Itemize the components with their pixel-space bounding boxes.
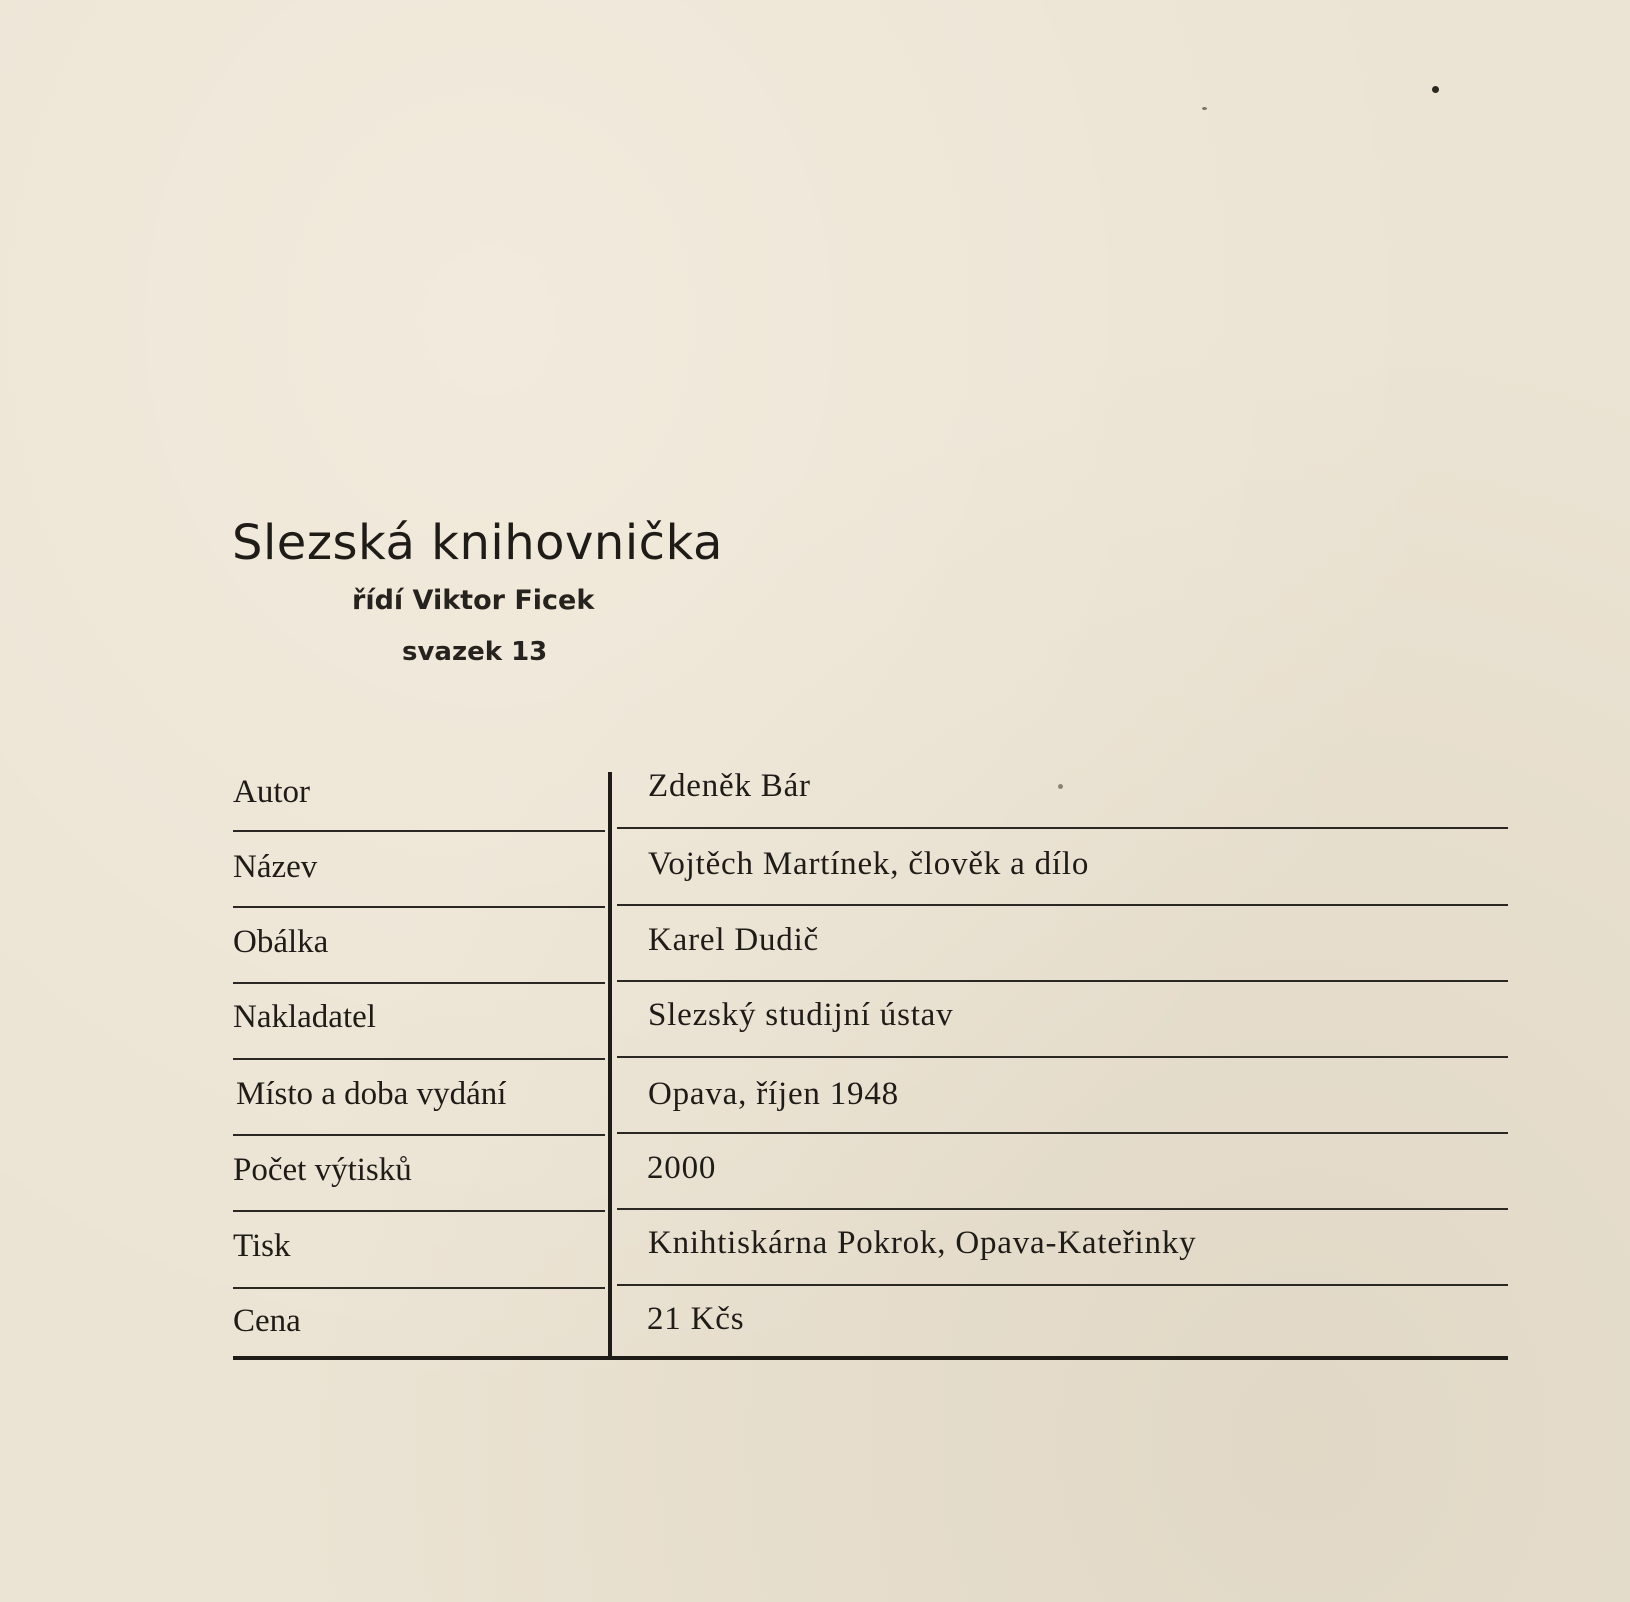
imprint-label: Počet výtisků xyxy=(233,1152,412,1188)
row-divider xyxy=(233,982,605,984)
imprint-label: Autor xyxy=(233,774,310,810)
imprint-row xyxy=(233,1151,1508,1227)
imprint-row xyxy=(233,999,1508,1075)
row-divider xyxy=(617,1132,1508,1134)
row-divider xyxy=(233,1058,605,1060)
imprint-row xyxy=(233,848,1508,924)
imprint-label: Cena xyxy=(233,1303,301,1339)
imprint-value: 2000 xyxy=(647,1150,717,1186)
imprint-row xyxy=(233,768,1508,848)
imprint-value: 21 Kčs xyxy=(647,1301,745,1337)
imprint-label: Nakladatel xyxy=(233,999,376,1035)
imprint-value: Knihtiskárna Pokrok, Opava-Kateřinky xyxy=(648,1225,1197,1261)
ink-speck xyxy=(1432,86,1439,93)
imprint-table xyxy=(233,768,1508,1360)
imprint-row xyxy=(233,924,1508,1000)
series-volume: svazek 13 xyxy=(402,637,548,667)
row-divider xyxy=(233,1134,605,1136)
series-editor: řídí Viktor Ficek xyxy=(352,585,595,616)
imprint-label: Tisk xyxy=(233,1228,291,1264)
imprint-value: Vojtěch Martínek, člověk a dílo xyxy=(648,846,1090,882)
imprint-label: Obálka xyxy=(233,924,329,960)
ink-speck xyxy=(1202,107,1207,110)
row-divider xyxy=(617,827,1508,829)
imprint-row xyxy=(233,1075,1508,1151)
imprint-value: Zdeněk Bár xyxy=(648,768,811,804)
row-divider xyxy=(233,1210,605,1212)
row-divider xyxy=(233,830,605,832)
series-title: Slezská knihovnička xyxy=(232,515,723,571)
row-divider xyxy=(233,906,605,908)
imprint-row xyxy=(233,1227,1508,1303)
row-divider xyxy=(617,1208,1508,1210)
imprint-label: Místo a doba vydání xyxy=(236,1076,507,1112)
imprint-value: Karel Dudič xyxy=(648,922,819,958)
row-divider xyxy=(617,1056,1508,1058)
row-divider xyxy=(617,1284,1508,1286)
imprint-row xyxy=(233,1302,1508,1378)
imprint-value: Opava, říjen 1948 xyxy=(648,1076,899,1112)
row-divider xyxy=(617,980,1508,982)
imprint-label: Název xyxy=(233,849,318,885)
imprint-value: Slezský studijní ústav xyxy=(648,997,954,1033)
row-divider xyxy=(233,1287,605,1289)
table-bottom-rule xyxy=(233,1356,1508,1360)
row-divider xyxy=(617,904,1508,906)
